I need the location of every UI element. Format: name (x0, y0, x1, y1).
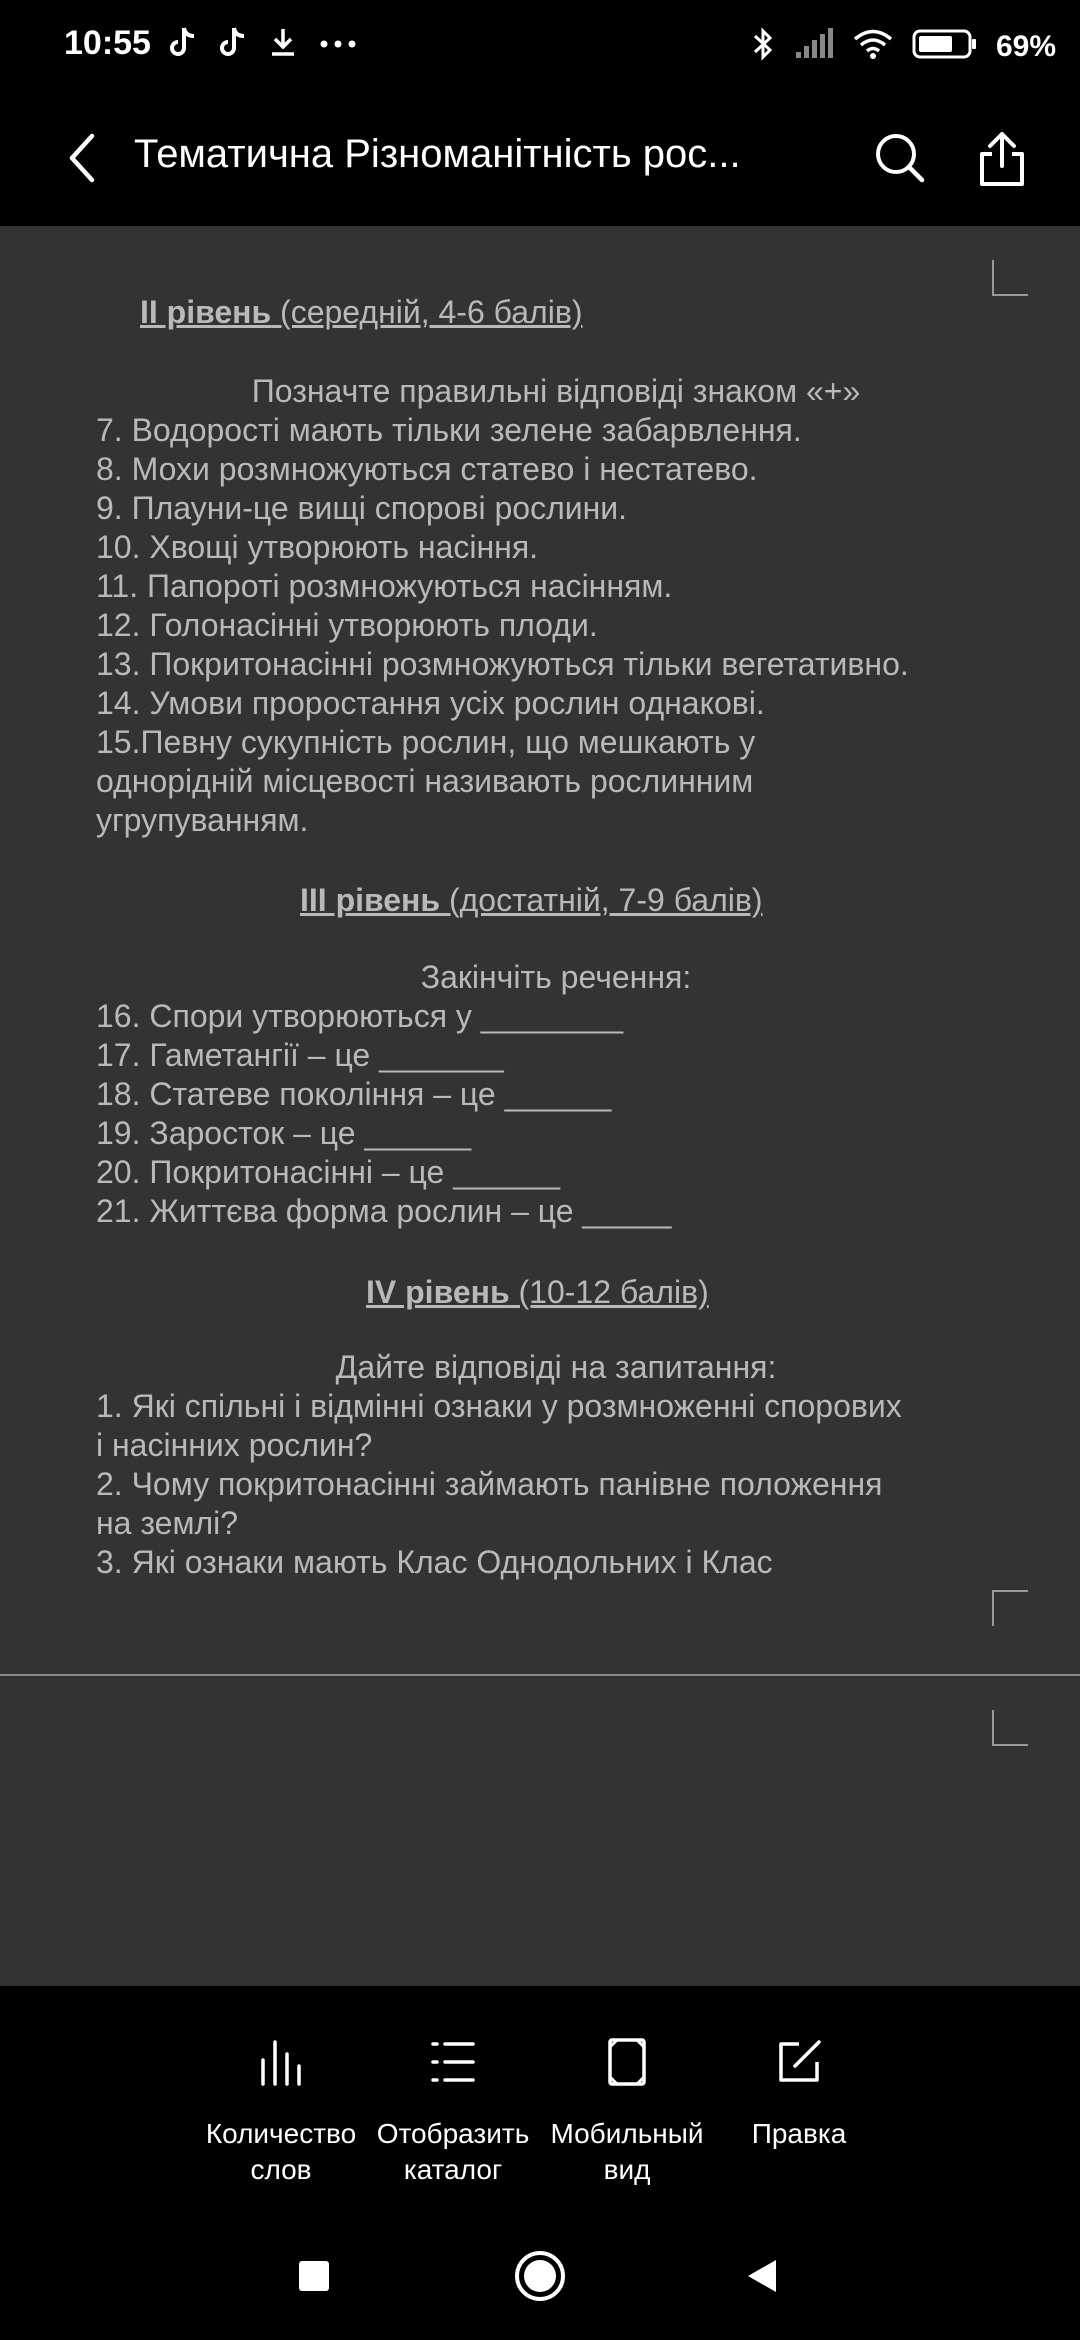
edit-icon (775, 2038, 823, 2086)
list-item: 21. Життєва форма рослин – це _____ (96, 1193, 672, 1229)
list-item: 20. Покритонасінні – це ______ (96, 1154, 560, 1190)
list-item: 3. Які ознаки мають Клас Однодольних і Клас (96, 1544, 773, 1580)
battery-icon (912, 28, 978, 65)
list-item: і насінних рослин? (96, 1427, 373, 1463)
list-item: 12. Голонасінні утворюють плоди. (96, 607, 598, 643)
edit-label: Правка (751, 2118, 847, 2149)
recents-square-icon (296, 2258, 332, 2294)
list-item: 14. Умови проростання усіх рослин однакові. (96, 685, 765, 721)
mobile-view-label: Мобильный (550, 2118, 704, 2149)
tiktok-icon (168, 26, 198, 65)
list-item: 7. Водорості мають тільки зелене забарвлення. (96, 412, 802, 448)
word-count-label-2: слов (250, 2154, 312, 2185)
page-corner-mark (992, 1590, 1028, 1626)
word-count-button[interactable] (194, 2032, 368, 2188)
page-corner-mark (992, 1710, 1028, 1746)
share-icon (976, 128, 1028, 188)
app-bar (0, 96, 1080, 226)
list-item: 2. Чому покритонасінні займають панівне положення (96, 1466, 883, 1502)
status-bar (0, 0, 1080, 96)
mobile-frame-icon (607, 2037, 647, 2087)
document-title: Тематична Різноманітність рос... (134, 132, 741, 176)
list-item: однорідній місцевості називають рослинним (96, 763, 754, 799)
mobile-view-label-2: вид (603, 2154, 651, 2185)
system-nav-bar (0, 2208, 1080, 2340)
list-item: 1. Які спільні і відмінні ознаки у розмноженні спорових (96, 1388, 902, 1424)
edit-button[interactable] (712, 2032, 886, 2152)
list-item: 18. Статеве покоління – це ______ (96, 1076, 612, 1112)
level3-block (96, 958, 1016, 1231)
more-dots-icon (318, 26, 358, 65)
list-item: на землі? (96, 1505, 239, 1541)
status-left-icons (168, 26, 358, 65)
status-right-icons (750, 26, 1056, 67)
mobile-view-button[interactable] (540, 2032, 714, 2188)
download-icon (268, 26, 298, 65)
signal-icon (794, 28, 834, 65)
home-button[interactable] (508, 2244, 572, 2308)
list-item: 9. Плауни-це вищі спорові рослини. (96, 490, 628, 526)
level2-instruction: Позначте правильні відповіді знаком «+» (251, 373, 861, 409)
list-item: 15.Певну сукупність рослин, що мешкають у (96, 724, 756, 760)
list-item: 8. Мохи розмножуються статево і нестатево. (96, 451, 758, 487)
show-catalog-button[interactable] (366, 2032, 540, 2188)
home-circle-icon (512, 2248, 568, 2304)
list-icon (429, 2040, 477, 2084)
chevron-left-icon (62, 128, 102, 188)
list-item: 17. Гаметангії – це _______ (96, 1037, 504, 1073)
level2-heading: II рівень (середній, 4-6 балів) (140, 294, 583, 330)
tiktok-icon (218, 26, 248, 65)
document-viewer[interactable] (0, 226, 1080, 1986)
bar-chart-icon (257, 2038, 305, 2086)
nav-back-button[interactable] (730, 2244, 794, 2308)
status-time: 10:55 (64, 24, 151, 62)
recents-button[interactable] (282, 2244, 346, 2308)
level3-instruction: Закінчіть речення: (420, 959, 692, 995)
level4-heading: IV рівень (10-12 балів) (366, 1274, 709, 1310)
word-count-label: Количество (205, 2118, 357, 2149)
list-item: 11. Папороті розмножуються насінням. (96, 568, 673, 604)
back-button[interactable] (52, 122, 112, 194)
share-button[interactable] (966, 120, 1038, 196)
level2-block (96, 372, 1016, 840)
catalog-label-2: каталог (403, 2154, 503, 2185)
bottom-toolbar (0, 1986, 1080, 2208)
level4-instruction: Дайте відповіді на запитання: (335, 1349, 777, 1385)
list-item: 16. Спори утворюються у ________ (96, 998, 624, 1034)
wifi-icon (852, 28, 894, 65)
page-corner-mark (992, 260, 1028, 296)
bluetooth-icon (750, 26, 776, 67)
search-button[interactable] (864, 122, 936, 194)
document-page (0, 226, 1080, 1676)
search-icon (872, 130, 928, 186)
catalog-label: Отобразить (376, 2118, 530, 2149)
battery-percent: 69% (995, 29, 1056, 63)
level4-block (96, 1348, 1016, 1582)
list-item: 10. Хвощі утворюють насіння. (96, 529, 539, 565)
back-triangle-icon (742, 2256, 782, 2296)
list-item: 13. Покритонасінні розмножуються тільки вегетативно. (96, 646, 909, 682)
list-item: угрупуванням. (96, 802, 309, 838)
list-item: 19. Заросток – це ______ (96, 1115, 472, 1151)
level3-heading: III рівень (достатній, 7-9 балів) (300, 882, 763, 918)
